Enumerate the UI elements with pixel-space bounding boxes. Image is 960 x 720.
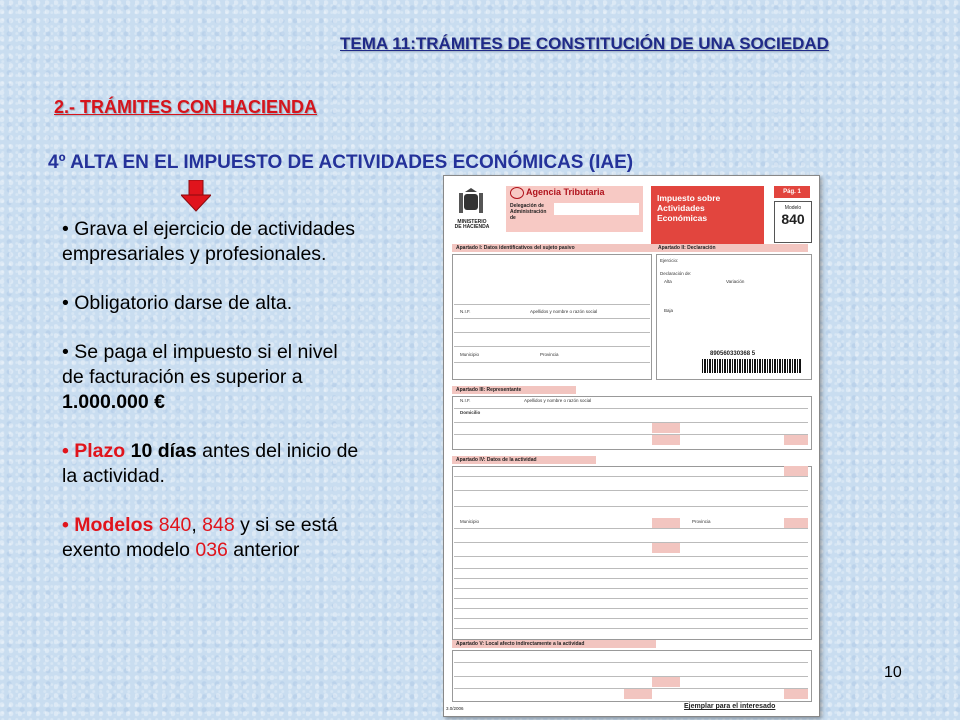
barcode-number: 890560330368 5 — [710, 351, 756, 357]
modelo-848: 848 — [202, 514, 235, 536]
form-cell — [652, 518, 680, 528]
form-line — [454, 578, 808, 579]
representante-nif: N.I.F. — [460, 398, 471, 403]
agencia-logo-icon — [510, 187, 524, 199]
form-cell — [624, 689, 652, 699]
plazo-days: 10 días — [130, 440, 197, 462]
coat-of-arms-icon — [458, 188, 484, 218]
domicilio-label: Domicilio — [460, 410, 481, 415]
form-cell — [784, 466, 808, 476]
ejemplar-label: Ejemplar para el interesado — [684, 703, 776, 710]
form-cell — [652, 677, 680, 687]
form-line — [454, 332, 650, 333]
form-line — [454, 628, 808, 629]
form-line — [454, 476, 808, 477]
barcode — [702, 359, 802, 373]
form-cell — [652, 543, 680, 553]
apartado-3-section — [452, 396, 812, 450]
form-cell — [784, 518, 808, 528]
apartado-2-band: Apartado II: Declaración — [654, 244, 808, 252]
bullet-plazo — [62, 439, 362, 489]
impuesto-line-3: Económicas — [657, 213, 708, 223]
form-line — [454, 598, 808, 599]
down-arrow-icon — [181, 180, 211, 212]
modelo-840: 840 — [158, 514, 192, 536]
alta-label: Alta — [664, 279, 672, 284]
form-line — [454, 304, 650, 305]
impuesto-box — [651, 186, 764, 244]
apartado-3-band: Apartado III: Representante — [452, 386, 576, 394]
form-cell — [652, 435, 680, 445]
form-code: 3.0/2006 — [446, 706, 464, 711]
apartado-4-section — [452, 466, 812, 640]
modelo-box — [774, 201, 812, 243]
page-label: Pág. 1 — [774, 186, 810, 198]
form-line — [454, 528, 808, 529]
form-line — [454, 318, 650, 319]
representante-apellidos: Apellidos y nombre o razón social — [524, 398, 592, 403]
form-line — [454, 608, 808, 609]
form-line — [454, 408, 808, 409]
delegacion-label: Delegación de Administración de — [510, 203, 547, 221]
modelos-sep: , — [191, 514, 203, 536]
modelos-mid: y si se está exento modelo — [62, 514, 338, 561]
impuesto-line-1: Impuesto sobre — [657, 193, 721, 203]
form-line — [454, 542, 808, 543]
form-line — [454, 490, 808, 491]
form-line — [454, 588, 808, 589]
delegacion-field — [554, 203, 639, 215]
nif-label: N.I.F. — [460, 309, 471, 314]
bullet-modelos — [62, 513, 362, 563]
modelo-label: Modelo — [784, 205, 802, 211]
bullet-obligatorio: • Obligatorio darse de alta. — [62, 292, 293, 314]
apellidos-label: Apellidos y nombre o razón social — [530, 309, 598, 314]
form-line — [454, 568, 808, 569]
facturacion-text: • Se paga el impuesto si el nivel de facturación es superior a — [62, 341, 338, 388]
bullet-grava: • Grava el ejercicio de actividades empresariales y profesionales. — [62, 218, 355, 265]
form-cell — [784, 435, 808, 445]
agencia-title: Agencia Tributaria — [526, 187, 605, 197]
apartado-1-band: Apartado I: Datos identificativos del sujeto pasivo — [452, 244, 654, 252]
modelo-036: 036 — [195, 539, 228, 561]
modelos-label: • Modelos — [62, 514, 154, 536]
section-heading: 4º ALTA EN EL IMPUESTO DE ACTIVIDADES ECONÓMICAS (IAE) — [48, 152, 634, 173]
form-line — [454, 556, 808, 557]
plazo-label: • Plazo — [62, 440, 126, 462]
form-line — [454, 618, 808, 619]
form-line — [454, 362, 650, 363]
form-line — [454, 434, 808, 435]
bullet-list — [62, 217, 362, 587]
form-cell — [784, 689, 808, 699]
slide-title: TEMA 11:TRÁMITES DE CONSTITUCIÓN DE UNA SOCIEDAD — [340, 34, 829, 53]
form-840-image — [443, 175, 820, 717]
facturacion-amount: 1.000.000 € — [62, 391, 166, 413]
page-number: 10 — [884, 664, 902, 681]
apartado-4-band: Apartado IV: Datos de la actividad — [452, 456, 596, 464]
ministry-label: MINISTERIO DE HACIENDA — [454, 219, 490, 230]
baja-label: Baja — [664, 308, 674, 313]
slide-subtitle: 2.- TRÁMITES CON HACIENDA — [54, 97, 318, 117]
apartado-5-band: Apartado V: Local afecto indirectamente a la actividad — [452, 640, 656, 648]
modelos-post: anterior — [227, 539, 300, 561]
form-line — [454, 662, 808, 663]
impuesto-line-2: Actividades — [657, 203, 705, 213]
form-line — [454, 506, 808, 507]
actividad-provincia: Provincia — [692, 519, 711, 524]
municipio-label: Municipio — [460, 352, 480, 357]
form-cell — [652, 423, 680, 433]
bullet-facturacion — [62, 340, 362, 415]
declaracion-label: Declaración de: — [660, 271, 692, 276]
provincia-label: Provincia — [540, 352, 559, 357]
form-line — [454, 346, 650, 347]
variacion-label: Variación — [726, 279, 745, 284]
plazo-text: antes del inicio de la actividad. — [62, 440, 359, 487]
modelo-number: 840 — [781, 211, 805, 227]
form-line — [454, 676, 808, 677]
form-line — [454, 422, 808, 423]
actividad-municipio: Municipio — [460, 519, 480, 524]
ejercicio-label: Ejercicio: — [660, 258, 679, 263]
